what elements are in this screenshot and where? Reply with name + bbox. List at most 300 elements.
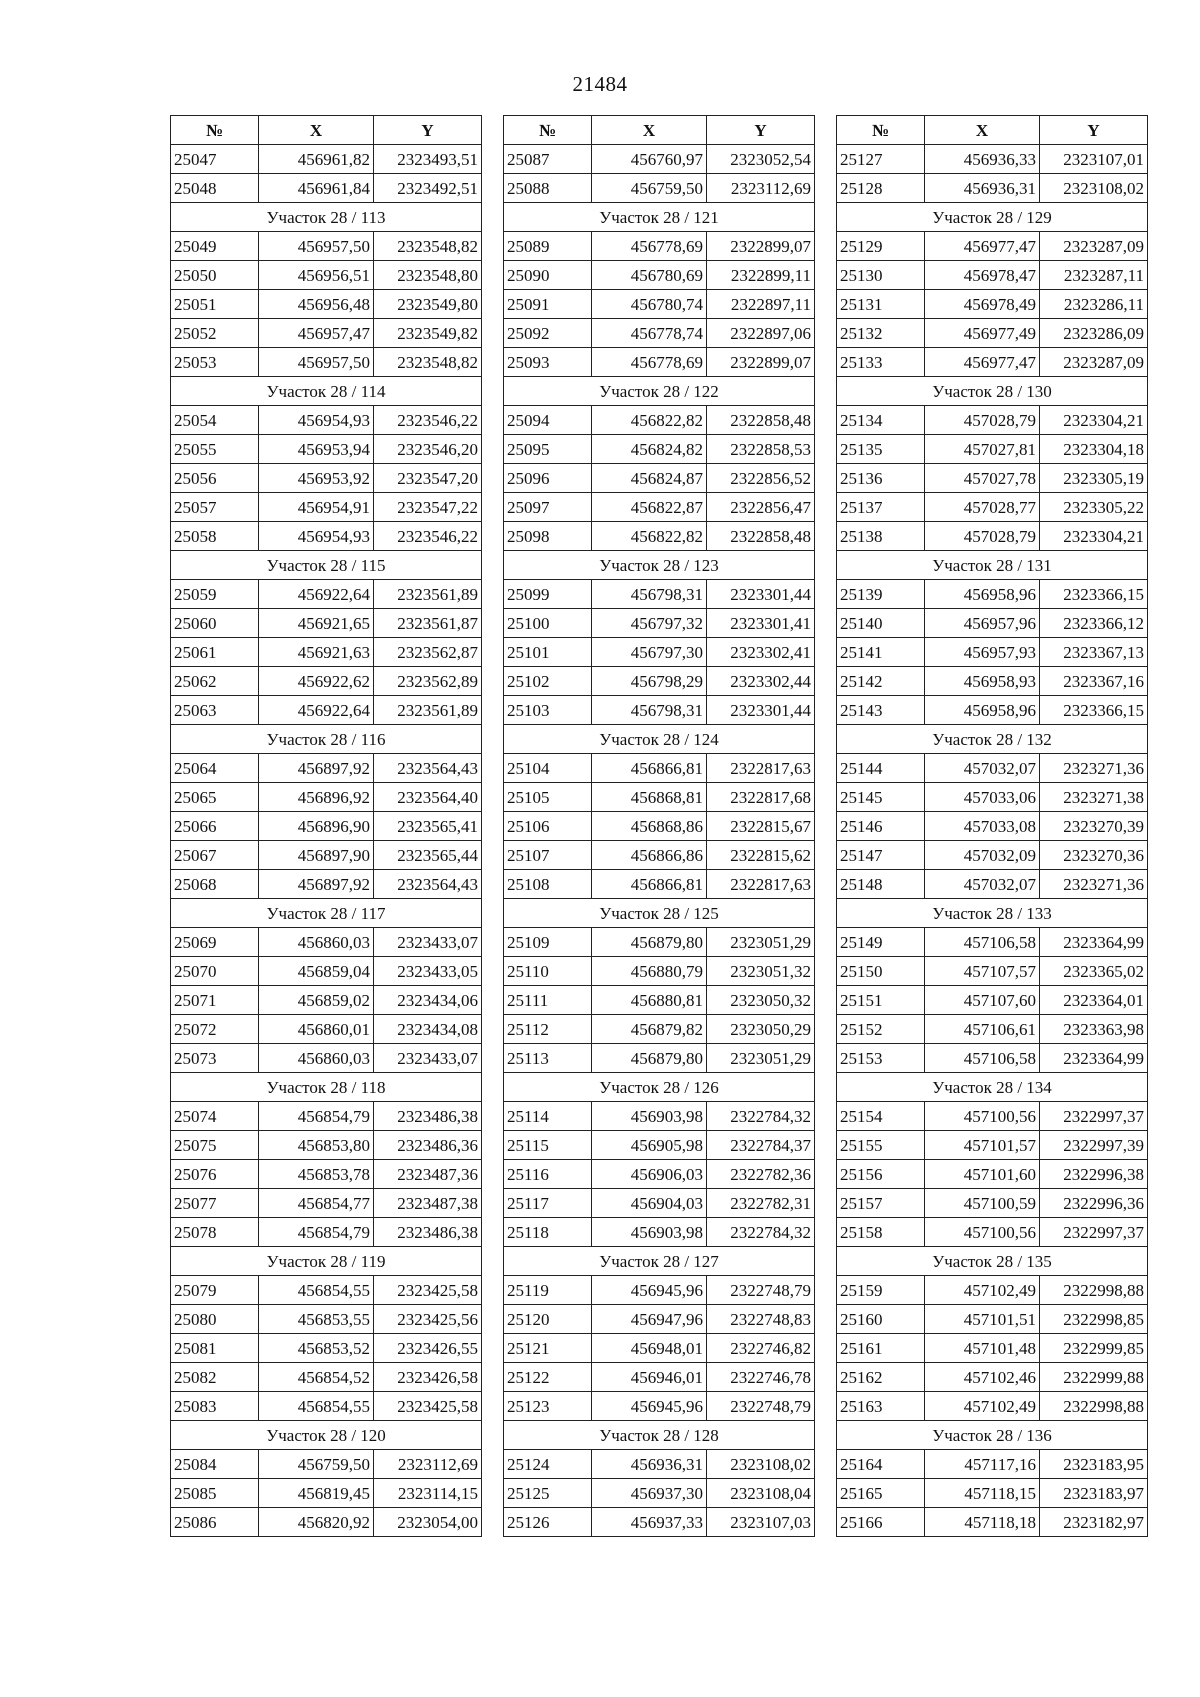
x-coordinate-cell: 456896,90 <box>259 812 374 841</box>
point-number-cell: 25087 <box>504 145 592 174</box>
y-coordinate-cell: 2323561,87 <box>374 609 482 638</box>
table-row <box>504 928 815 957</box>
point-number-cell: 25150 <box>837 957 925 986</box>
table-row <box>837 1363 1148 1392</box>
point-number-cell: 25147 <box>837 841 925 870</box>
x-coordinate-cell: 457102,46 <box>925 1363 1040 1392</box>
y-coordinate-cell: 2323548,82 <box>374 232 482 261</box>
point-number-cell: 25115 <box>504 1131 592 1160</box>
y-coordinate-cell: 2323363,98 <box>1040 1015 1148 1044</box>
table-row <box>837 1450 1148 1479</box>
x-coordinate-cell: 456897,90 <box>259 841 374 870</box>
table-row <box>504 290 815 319</box>
table-row <box>171 1015 482 1044</box>
point-number-cell: 25158 <box>837 1218 925 1247</box>
point-number-cell: 25122 <box>504 1363 592 1392</box>
section-row <box>504 551 815 580</box>
point-number-cell: 25083 <box>171 1392 259 1421</box>
header-x: X <box>925 116 1040 145</box>
table-row <box>171 638 482 667</box>
point-number-cell: 25112 <box>504 1015 592 1044</box>
point-number-cell: 25159 <box>837 1276 925 1305</box>
x-coordinate-cell: 456961,84 <box>259 174 374 203</box>
table-row <box>171 928 482 957</box>
x-coordinate-cell: 456760,97 <box>592 145 707 174</box>
table-row <box>837 1305 1148 1334</box>
table-row <box>837 957 1148 986</box>
point-number-cell: 25062 <box>171 667 259 696</box>
section-title: Участок 28 / 130 <box>837 377 1148 406</box>
y-coordinate-cell: 2322746,78 <box>707 1363 815 1392</box>
section-title: Участок 28 / 113 <box>171 203 482 232</box>
point-number-cell: 25086 <box>171 1508 259 1537</box>
point-number-cell: 25106 <box>504 812 592 841</box>
table-row <box>837 261 1148 290</box>
coordinate-table-middle <box>503 115 815 1537</box>
point-number-cell: 25160 <box>837 1305 925 1334</box>
section-row <box>504 203 815 232</box>
table-row <box>504 1392 815 1421</box>
y-coordinate-cell: 2323364,01 <box>1040 986 1148 1015</box>
table-row <box>504 1334 815 1363</box>
point-number-cell: 25119 <box>504 1276 592 1305</box>
table-row <box>837 870 1148 899</box>
table-row <box>504 841 815 870</box>
y-coordinate-cell: 2323547,20 <box>374 464 482 493</box>
x-coordinate-cell: 457028,77 <box>925 493 1040 522</box>
x-coordinate-cell: 456954,93 <box>259 406 374 435</box>
table-row <box>171 174 482 203</box>
x-coordinate-cell: 456797,30 <box>592 638 707 667</box>
point-number-cell: 25152 <box>837 1015 925 1044</box>
y-coordinate-cell: 2322748,83 <box>707 1305 815 1334</box>
x-coordinate-cell: 456859,04 <box>259 957 374 986</box>
x-coordinate-cell: 456945,96 <box>592 1392 707 1421</box>
table-row <box>171 696 482 725</box>
x-coordinate-cell: 457118,15 <box>925 1479 1040 1508</box>
table-row <box>837 580 1148 609</box>
table-row <box>837 1218 1148 1247</box>
point-number-cell: 25099 <box>504 580 592 609</box>
section-row <box>171 725 482 754</box>
point-number-cell: 25156 <box>837 1160 925 1189</box>
y-coordinate-cell: 2323564,43 <box>374 870 482 899</box>
table-row <box>837 696 1148 725</box>
table-row <box>837 406 1148 435</box>
table-row <box>837 841 1148 870</box>
point-number-cell: 25161 <box>837 1334 925 1363</box>
x-coordinate-cell: 456824,82 <box>592 435 707 464</box>
point-number-cell: 25064 <box>171 754 259 783</box>
point-number-cell: 25102 <box>504 667 592 696</box>
point-number-cell: 25080 <box>171 1305 259 1334</box>
section-title: Участок 28 / 127 <box>504 1247 815 1276</box>
x-coordinate-cell: 457106,58 <box>925 928 1040 957</box>
y-coordinate-cell: 2323183,95 <box>1040 1450 1148 1479</box>
table-row <box>837 522 1148 551</box>
y-coordinate-cell: 2323054,00 <box>374 1508 482 1537</box>
section-row <box>171 203 482 232</box>
section-row <box>837 725 1148 754</box>
table-row <box>504 1102 815 1131</box>
x-coordinate-cell: 456905,98 <box>592 1131 707 1160</box>
x-coordinate-cell: 456978,47 <box>925 261 1040 290</box>
point-number-cell: 25075 <box>171 1131 259 1160</box>
table-row <box>504 667 815 696</box>
table-row <box>171 435 482 464</box>
table-row <box>837 1102 1148 1131</box>
y-coordinate-cell: 2323433,07 <box>374 928 482 957</box>
y-coordinate-cell: 2322997,37 <box>1040 1102 1148 1131</box>
table-row <box>504 1276 815 1305</box>
table-row <box>171 1044 482 1073</box>
header-row <box>504 116 815 145</box>
x-coordinate-cell: 456879,82 <box>592 1015 707 1044</box>
x-coordinate-cell: 457107,57 <box>925 957 1040 986</box>
y-coordinate-cell: 2323367,16 <box>1040 667 1148 696</box>
table-row <box>171 1276 482 1305</box>
y-coordinate-cell: 2323302,44 <box>707 667 815 696</box>
point-number-cell: 25163 <box>837 1392 925 1421</box>
table-row <box>504 754 815 783</box>
table-row <box>504 609 815 638</box>
point-number-cell: 25121 <box>504 1334 592 1363</box>
y-coordinate-cell: 2323547,22 <box>374 493 482 522</box>
header-number: № <box>171 116 259 145</box>
point-number-cell: 25077 <box>171 1189 259 1218</box>
section-title: Участок 28 / 118 <box>171 1073 482 1102</box>
y-coordinate-cell: 2323561,89 <box>374 696 482 725</box>
y-coordinate-cell: 2323050,29 <box>707 1015 815 1044</box>
y-coordinate-cell: 2322856,52 <box>707 464 815 493</box>
x-coordinate-cell: 456945,96 <box>592 1276 707 1305</box>
table-row <box>171 1450 482 1479</box>
point-number-cell: 25082 <box>171 1363 259 1392</box>
point-number-cell: 25089 <box>504 232 592 261</box>
y-coordinate-cell: 2323549,80 <box>374 290 482 319</box>
section-row <box>837 551 1148 580</box>
x-coordinate-cell: 456946,01 <box>592 1363 707 1392</box>
table-row <box>837 667 1148 696</box>
point-number-cell: 25084 <box>171 1450 259 1479</box>
point-number-cell: 25124 <box>504 1450 592 1479</box>
x-coordinate-cell: 456879,80 <box>592 1044 707 1073</box>
y-coordinate-cell: 2323286,09 <box>1040 319 1148 348</box>
table-row <box>504 1189 815 1218</box>
x-coordinate-cell: 456868,86 <box>592 812 707 841</box>
y-coordinate-cell: 2323270,39 <box>1040 812 1148 841</box>
y-coordinate-cell: 2322858,53 <box>707 435 815 464</box>
header-row <box>171 116 482 145</box>
y-coordinate-cell: 2323050,32 <box>707 986 815 1015</box>
point-number-cell: 25165 <box>837 1479 925 1508</box>
x-coordinate-cell: 456860,01 <box>259 1015 374 1044</box>
y-coordinate-cell: 2323564,43 <box>374 754 482 783</box>
x-coordinate-cell: 456853,78 <box>259 1160 374 1189</box>
section-row <box>504 1421 815 1450</box>
coordinate-table-left <box>170 115 482 1537</box>
table-row <box>171 870 482 899</box>
x-coordinate-cell: 456953,94 <box>259 435 374 464</box>
table-row <box>837 174 1148 203</box>
section-title: Участок 28 / 125 <box>504 899 815 928</box>
point-number-cell: 25095 <box>504 435 592 464</box>
table-row <box>504 319 815 348</box>
table-row <box>837 348 1148 377</box>
point-number-cell: 25145 <box>837 783 925 812</box>
point-number-cell: 25154 <box>837 1102 925 1131</box>
point-number-cell: 25066 <box>171 812 259 841</box>
point-number-cell: 25134 <box>837 406 925 435</box>
section-row <box>171 899 482 928</box>
table-row <box>504 145 815 174</box>
section-title: Участок 28 / 116 <box>171 725 482 754</box>
point-number-cell: 25133 <box>837 348 925 377</box>
page-number: 21484 <box>572 72 628 96</box>
point-number-cell: 25116 <box>504 1160 592 1189</box>
section-row <box>171 1073 482 1102</box>
x-coordinate-cell: 456961,82 <box>259 145 374 174</box>
x-coordinate-cell: 457106,61 <box>925 1015 1040 1044</box>
y-coordinate-cell: 2323562,89 <box>374 667 482 696</box>
table-row <box>837 232 1148 261</box>
table-row <box>504 435 815 464</box>
table-row <box>837 1160 1148 1189</box>
point-number-cell: 25091 <box>504 290 592 319</box>
point-number-cell: 25068 <box>171 870 259 899</box>
y-coordinate-cell: 2322996,38 <box>1040 1160 1148 1189</box>
section-title: Участок 28 / 128 <box>504 1421 815 1450</box>
point-number-cell: 25138 <box>837 522 925 551</box>
y-coordinate-cell: 2323286,11 <box>1040 290 1148 319</box>
x-coordinate-cell: 456868,81 <box>592 783 707 812</box>
y-coordinate-cell: 2322858,48 <box>707 406 815 435</box>
point-number-cell: 25149 <box>837 928 925 957</box>
x-coordinate-cell: 456937,33 <box>592 1508 707 1537</box>
point-number-cell: 25126 <box>504 1508 592 1537</box>
table-row <box>171 1392 482 1421</box>
y-coordinate-cell: 2323107,01 <box>1040 145 1148 174</box>
y-coordinate-cell: 2322996,36 <box>1040 1189 1148 1218</box>
y-coordinate-cell: 2323546,22 <box>374 406 482 435</box>
x-coordinate-cell: 457117,16 <box>925 1450 1040 1479</box>
y-coordinate-cell: 2323114,15 <box>374 1479 482 1508</box>
table-row <box>504 1131 815 1160</box>
x-coordinate-cell: 457102,49 <box>925 1276 1040 1305</box>
section-title: Участок 28 / 126 <box>504 1073 815 1102</box>
y-coordinate-cell: 2323433,07 <box>374 1044 482 1073</box>
y-coordinate-cell: 2323304,21 <box>1040 522 1148 551</box>
point-number-cell: 25051 <box>171 290 259 319</box>
y-coordinate-cell: 2323051,32 <box>707 957 815 986</box>
point-number-cell: 25136 <box>837 464 925 493</box>
y-coordinate-cell: 2322782,31 <box>707 1189 815 1218</box>
y-coordinate-cell: 2323304,21 <box>1040 406 1148 435</box>
table-row <box>171 348 482 377</box>
x-coordinate-cell: 456956,51 <box>259 261 374 290</box>
table-row <box>171 986 482 1015</box>
section-row <box>171 551 482 580</box>
table-row <box>171 232 482 261</box>
table-row <box>171 1508 482 1537</box>
point-number-cell: 25048 <box>171 174 259 203</box>
table-row <box>504 638 815 667</box>
section-title: Участок 28 / 131 <box>837 551 1148 580</box>
x-coordinate-cell: 456904,03 <box>592 1189 707 1218</box>
point-number-cell: 25074 <box>171 1102 259 1131</box>
point-number-cell: 25050 <box>171 261 259 290</box>
section-row <box>504 899 815 928</box>
table-row <box>837 1508 1148 1537</box>
point-number-cell: 25111 <box>504 986 592 1015</box>
point-number-cell: 25071 <box>171 986 259 1015</box>
x-coordinate-cell: 457101,57 <box>925 1131 1040 1160</box>
point-number-cell: 25129 <box>837 232 925 261</box>
x-coordinate-cell: 456866,86 <box>592 841 707 870</box>
y-coordinate-cell: 2323426,58 <box>374 1363 482 1392</box>
y-coordinate-cell: 2322817,63 <box>707 870 815 899</box>
point-number-cell: 25073 <box>171 1044 259 1073</box>
y-coordinate-cell: 2322815,67 <box>707 812 815 841</box>
header-number: № <box>837 116 925 145</box>
y-coordinate-cell: 2323492,51 <box>374 174 482 203</box>
table-row <box>171 464 482 493</box>
table-row <box>504 783 815 812</box>
table-row <box>504 1363 815 1392</box>
x-coordinate-cell: 456937,30 <box>592 1479 707 1508</box>
y-coordinate-cell: 2323305,22 <box>1040 493 1148 522</box>
section-title: Участок 28 / 133 <box>837 899 1148 928</box>
x-coordinate-cell: 456921,63 <box>259 638 374 667</box>
y-coordinate-cell: 2322748,79 <box>707 1276 815 1305</box>
table-row <box>171 1131 482 1160</box>
header-row <box>837 116 1148 145</box>
point-number-cell: 25078 <box>171 1218 259 1247</box>
table-row <box>171 319 482 348</box>
table-row <box>504 348 815 377</box>
table-row <box>837 1015 1148 1044</box>
x-coordinate-cell: 456922,64 <box>259 696 374 725</box>
x-coordinate-cell: 457107,60 <box>925 986 1040 1015</box>
section-title: Участок 28 / 134 <box>837 1073 1148 1102</box>
x-coordinate-cell: 457101,60 <box>925 1160 1040 1189</box>
y-coordinate-cell: 2323365,02 <box>1040 957 1148 986</box>
table-row <box>171 261 482 290</box>
table-row <box>171 841 482 870</box>
section-title: Участок 28 / 114 <box>171 377 482 406</box>
x-coordinate-cell: 456798,31 <box>592 696 707 725</box>
x-coordinate-cell: 456897,92 <box>259 754 374 783</box>
section-row <box>504 1247 815 1276</box>
section-title: Участок 28 / 129 <box>837 203 1148 232</box>
point-number-cell: 25146 <box>837 812 925 841</box>
table-row <box>171 1102 482 1131</box>
y-coordinate-cell: 2322999,88 <box>1040 1363 1148 1392</box>
x-coordinate-cell: 457028,79 <box>925 406 1040 435</box>
x-coordinate-cell: 456957,93 <box>925 638 1040 667</box>
y-coordinate-cell: 2322998,88 <box>1040 1276 1148 1305</box>
point-number-cell: 25059 <box>171 580 259 609</box>
table-row <box>837 1276 1148 1305</box>
x-coordinate-cell: 456957,47 <box>259 319 374 348</box>
y-coordinate-cell: 2322999,85 <box>1040 1334 1148 1363</box>
table-row <box>837 1131 1148 1160</box>
point-number-cell: 25072 <box>171 1015 259 1044</box>
x-coordinate-cell: 456859,02 <box>259 986 374 1015</box>
header-x: X <box>592 116 707 145</box>
y-coordinate-cell: 2323562,87 <box>374 638 482 667</box>
y-coordinate-cell: 2323487,38 <box>374 1189 482 1218</box>
y-coordinate-cell: 2323305,19 <box>1040 464 1148 493</box>
table-row <box>504 522 815 551</box>
table-row <box>504 870 815 899</box>
point-number-cell: 25118 <box>504 1218 592 1247</box>
table-row <box>171 1305 482 1334</box>
y-coordinate-cell: 2323434,08 <box>374 1015 482 1044</box>
section-title: Участок 28 / 136 <box>837 1421 1148 1450</box>
section-row <box>837 1073 1148 1102</box>
x-coordinate-cell: 456824,87 <box>592 464 707 493</box>
table-row <box>171 667 482 696</box>
section-title: Участок 28 / 122 <box>504 377 815 406</box>
y-coordinate-cell: 2323112,69 <box>707 174 815 203</box>
y-coordinate-cell: 2323546,22 <box>374 522 482 551</box>
x-coordinate-cell: 456953,92 <box>259 464 374 493</box>
y-coordinate-cell: 2322998,85 <box>1040 1305 1148 1334</box>
y-coordinate-cell: 2323052,54 <box>707 145 815 174</box>
section-title: Участок 28 / 123 <box>504 551 815 580</box>
point-number-cell: 25097 <box>504 493 592 522</box>
table-row <box>837 1189 1148 1218</box>
x-coordinate-cell: 457028,79 <box>925 522 1040 551</box>
point-number-cell: 25065 <box>171 783 259 812</box>
point-number-cell: 25132 <box>837 319 925 348</box>
x-coordinate-cell: 456822,82 <box>592 522 707 551</box>
table-row <box>504 986 815 1015</box>
point-number-cell: 25143 <box>837 696 925 725</box>
x-coordinate-cell: 456957,96 <box>925 609 1040 638</box>
point-number-cell: 25053 <box>171 348 259 377</box>
y-coordinate-cell: 2323304,18 <box>1040 435 1148 464</box>
y-coordinate-cell: 2322899,07 <box>707 348 815 377</box>
x-coordinate-cell: 456854,52 <box>259 1363 374 1392</box>
x-coordinate-cell: 456778,69 <box>592 232 707 261</box>
x-coordinate-cell: 456921,65 <box>259 609 374 638</box>
x-coordinate-cell: 456822,87 <box>592 493 707 522</box>
table-row <box>837 435 1148 464</box>
table-row <box>504 232 815 261</box>
y-coordinate-cell: 2323051,29 <box>707 1044 815 1073</box>
section-row <box>504 725 815 754</box>
table-row <box>504 1450 815 1479</box>
table-row <box>171 1189 482 1218</box>
point-number-cell: 25162 <box>837 1363 925 1392</box>
x-coordinate-cell: 457100,59 <box>925 1189 1040 1218</box>
point-number-cell: 25060 <box>171 609 259 638</box>
y-coordinate-cell: 2323565,41 <box>374 812 482 841</box>
y-coordinate-cell: 2323434,06 <box>374 986 482 1015</box>
x-coordinate-cell: 456854,77 <box>259 1189 374 1218</box>
table-row <box>171 1160 482 1189</box>
x-coordinate-cell: 457027,78 <box>925 464 1040 493</box>
table-row <box>504 696 815 725</box>
point-number-cell: 25144 <box>837 754 925 783</box>
x-coordinate-cell: 456853,80 <box>259 1131 374 1160</box>
y-coordinate-cell: 2323548,82 <box>374 348 482 377</box>
x-coordinate-cell: 456922,64 <box>259 580 374 609</box>
y-coordinate-cell: 2323182,97 <box>1040 1508 1148 1537</box>
point-number-cell: 25128 <box>837 174 925 203</box>
